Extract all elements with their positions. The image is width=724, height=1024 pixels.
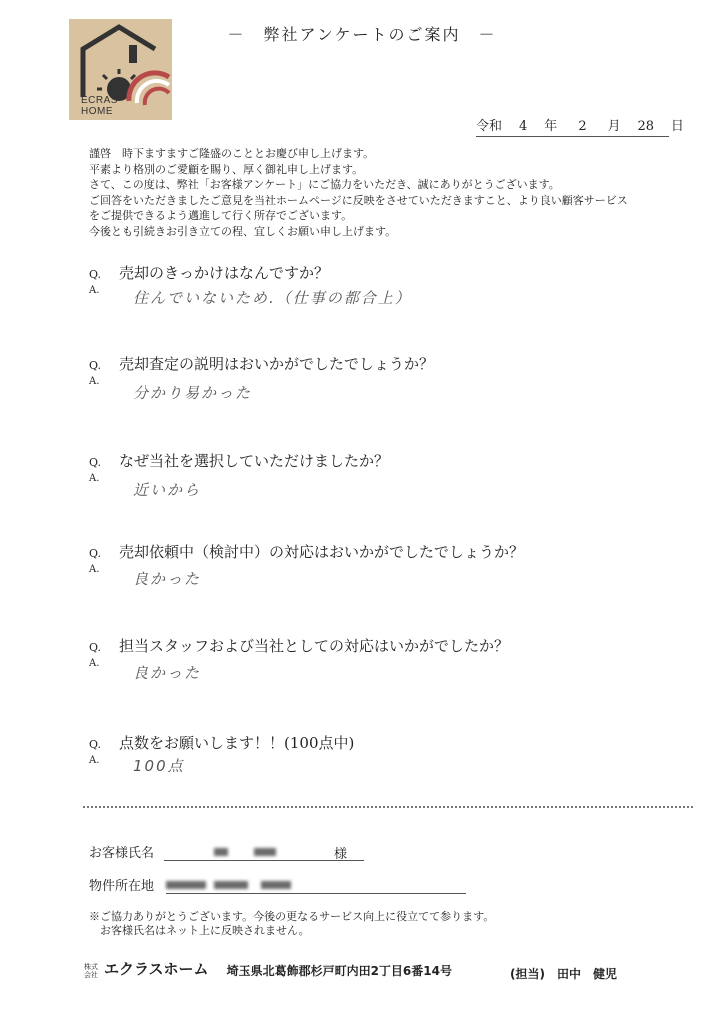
redacted-block xyxy=(214,848,228,856)
property-address-field xyxy=(89,875,466,894)
note-line: ※ご協力ありがとうございます。今後の更なるサービス向上に役立てて参ります。 xyxy=(89,910,495,923)
a-mark: A. xyxy=(89,473,100,484)
survey-date xyxy=(476,115,684,137)
qa-item xyxy=(89,635,509,683)
question-text: 売却のきっかけはなんですか？ xyxy=(119,264,330,282)
q-mark: Q. xyxy=(89,456,101,469)
answer-text: 良かった xyxy=(133,570,202,588)
a-mark: A. xyxy=(89,658,100,669)
company-address: 埼玉県北葛飾郡杉戸町内田2丁目6番14号 xyxy=(226,964,452,978)
answer-text: 分かり易かった xyxy=(133,384,253,402)
date-year: 4 xyxy=(519,119,528,134)
a-mark: A. xyxy=(89,564,100,575)
greeting-text xyxy=(89,146,628,240)
redacted-block xyxy=(166,881,206,889)
qa-item xyxy=(89,262,412,308)
question-text: 売却依頼中（検討中）の対応はおいかがでしたでしょうか？ xyxy=(119,543,525,561)
dotted-divider xyxy=(83,806,693,808)
qa-item xyxy=(89,450,389,500)
customer-name-label: お客様氏名 xyxy=(89,846,155,861)
a-mark: A. xyxy=(89,755,100,766)
logo-text-2: HOME xyxy=(81,106,113,117)
date-day: 28 xyxy=(637,119,655,134)
greeting-line: をご提供できるよう邁進して行く所存でございます。 xyxy=(89,209,353,223)
answer-text: 100点 xyxy=(133,757,185,775)
staff-in-charge: (担当) 田中 健児 xyxy=(510,967,617,981)
customer-name-field xyxy=(89,842,364,861)
honorific-sama: 様 xyxy=(334,847,348,862)
question-text: 点数をお願いします！！(100点中) xyxy=(119,734,355,752)
redacted-block xyxy=(254,848,276,856)
page-title: － 弊社アンケートのご案内 － xyxy=(227,25,497,44)
kaisha-line-1: 株式 xyxy=(84,963,98,971)
redacted-block xyxy=(214,881,248,889)
a-mark: A. xyxy=(89,376,100,387)
question-text: 担当スタッフおよび当社としての対応はいかがでしたか？ xyxy=(119,637,510,655)
a-mark: A. xyxy=(89,285,100,296)
date-era: 令和 xyxy=(476,119,503,134)
greeting-line: さて、この度は、弊社「お客様アンケート」にご協力をいただき、誠にありがとうございます。 xyxy=(89,178,560,192)
company-name: エクラスホーム xyxy=(104,960,209,978)
qa-item xyxy=(89,541,524,589)
qa-item xyxy=(89,732,354,776)
q-mark: Q. xyxy=(89,738,101,751)
question-text: なぜ当社を選択していただけましたか？ xyxy=(119,452,390,470)
q-mark: Q. xyxy=(89,641,101,654)
question-text: 売却査定の説明はおいかがでしたでしょうか？ xyxy=(119,355,435,373)
answer-text: 近いから xyxy=(133,481,202,499)
date-month: 2 xyxy=(578,119,587,134)
note-line: お客様氏名はネット上に反映されません。 xyxy=(89,924,310,937)
logo-text-1: ECRAS xyxy=(81,95,118,106)
greeting-line: 謹啓 時下ますますご隆盛のこととお慶び申し上げます。 xyxy=(89,147,375,160)
date-day-unit: 日 xyxy=(670,119,684,134)
property-address-label: 物件所在地 xyxy=(89,879,155,894)
qa-item xyxy=(89,353,434,403)
thanks-note xyxy=(89,910,494,938)
redacted-block xyxy=(261,881,291,889)
q-mark: Q. xyxy=(89,547,101,560)
q-mark: Q. xyxy=(89,268,101,281)
date-year-unit: 年 xyxy=(544,119,558,134)
date-month-unit: 月 xyxy=(607,119,621,134)
company-footer xyxy=(84,958,452,979)
answer-text: 住んでいないため.（仕事の都合上） xyxy=(133,289,412,307)
property-address-value xyxy=(166,879,466,894)
answer-text: 良かった xyxy=(133,664,202,682)
kabushiki-gaisha-mark xyxy=(84,963,104,979)
greeting-line: ご回答をいただきましたご意見を当社ホームページに反映をさせていただきますこと、より良い顧客サービス xyxy=(89,193,628,207)
greeting-line: 今後とも引続きお引き立ての程、宜しくお願い申し上げます。 xyxy=(89,224,397,238)
kaisha-line-2: 会社 xyxy=(84,971,98,979)
greeting-line: 平素より格別のご愛顧を賜り、厚く御礼申し上げます。 xyxy=(89,162,364,176)
q-mark: Q. xyxy=(89,359,101,372)
